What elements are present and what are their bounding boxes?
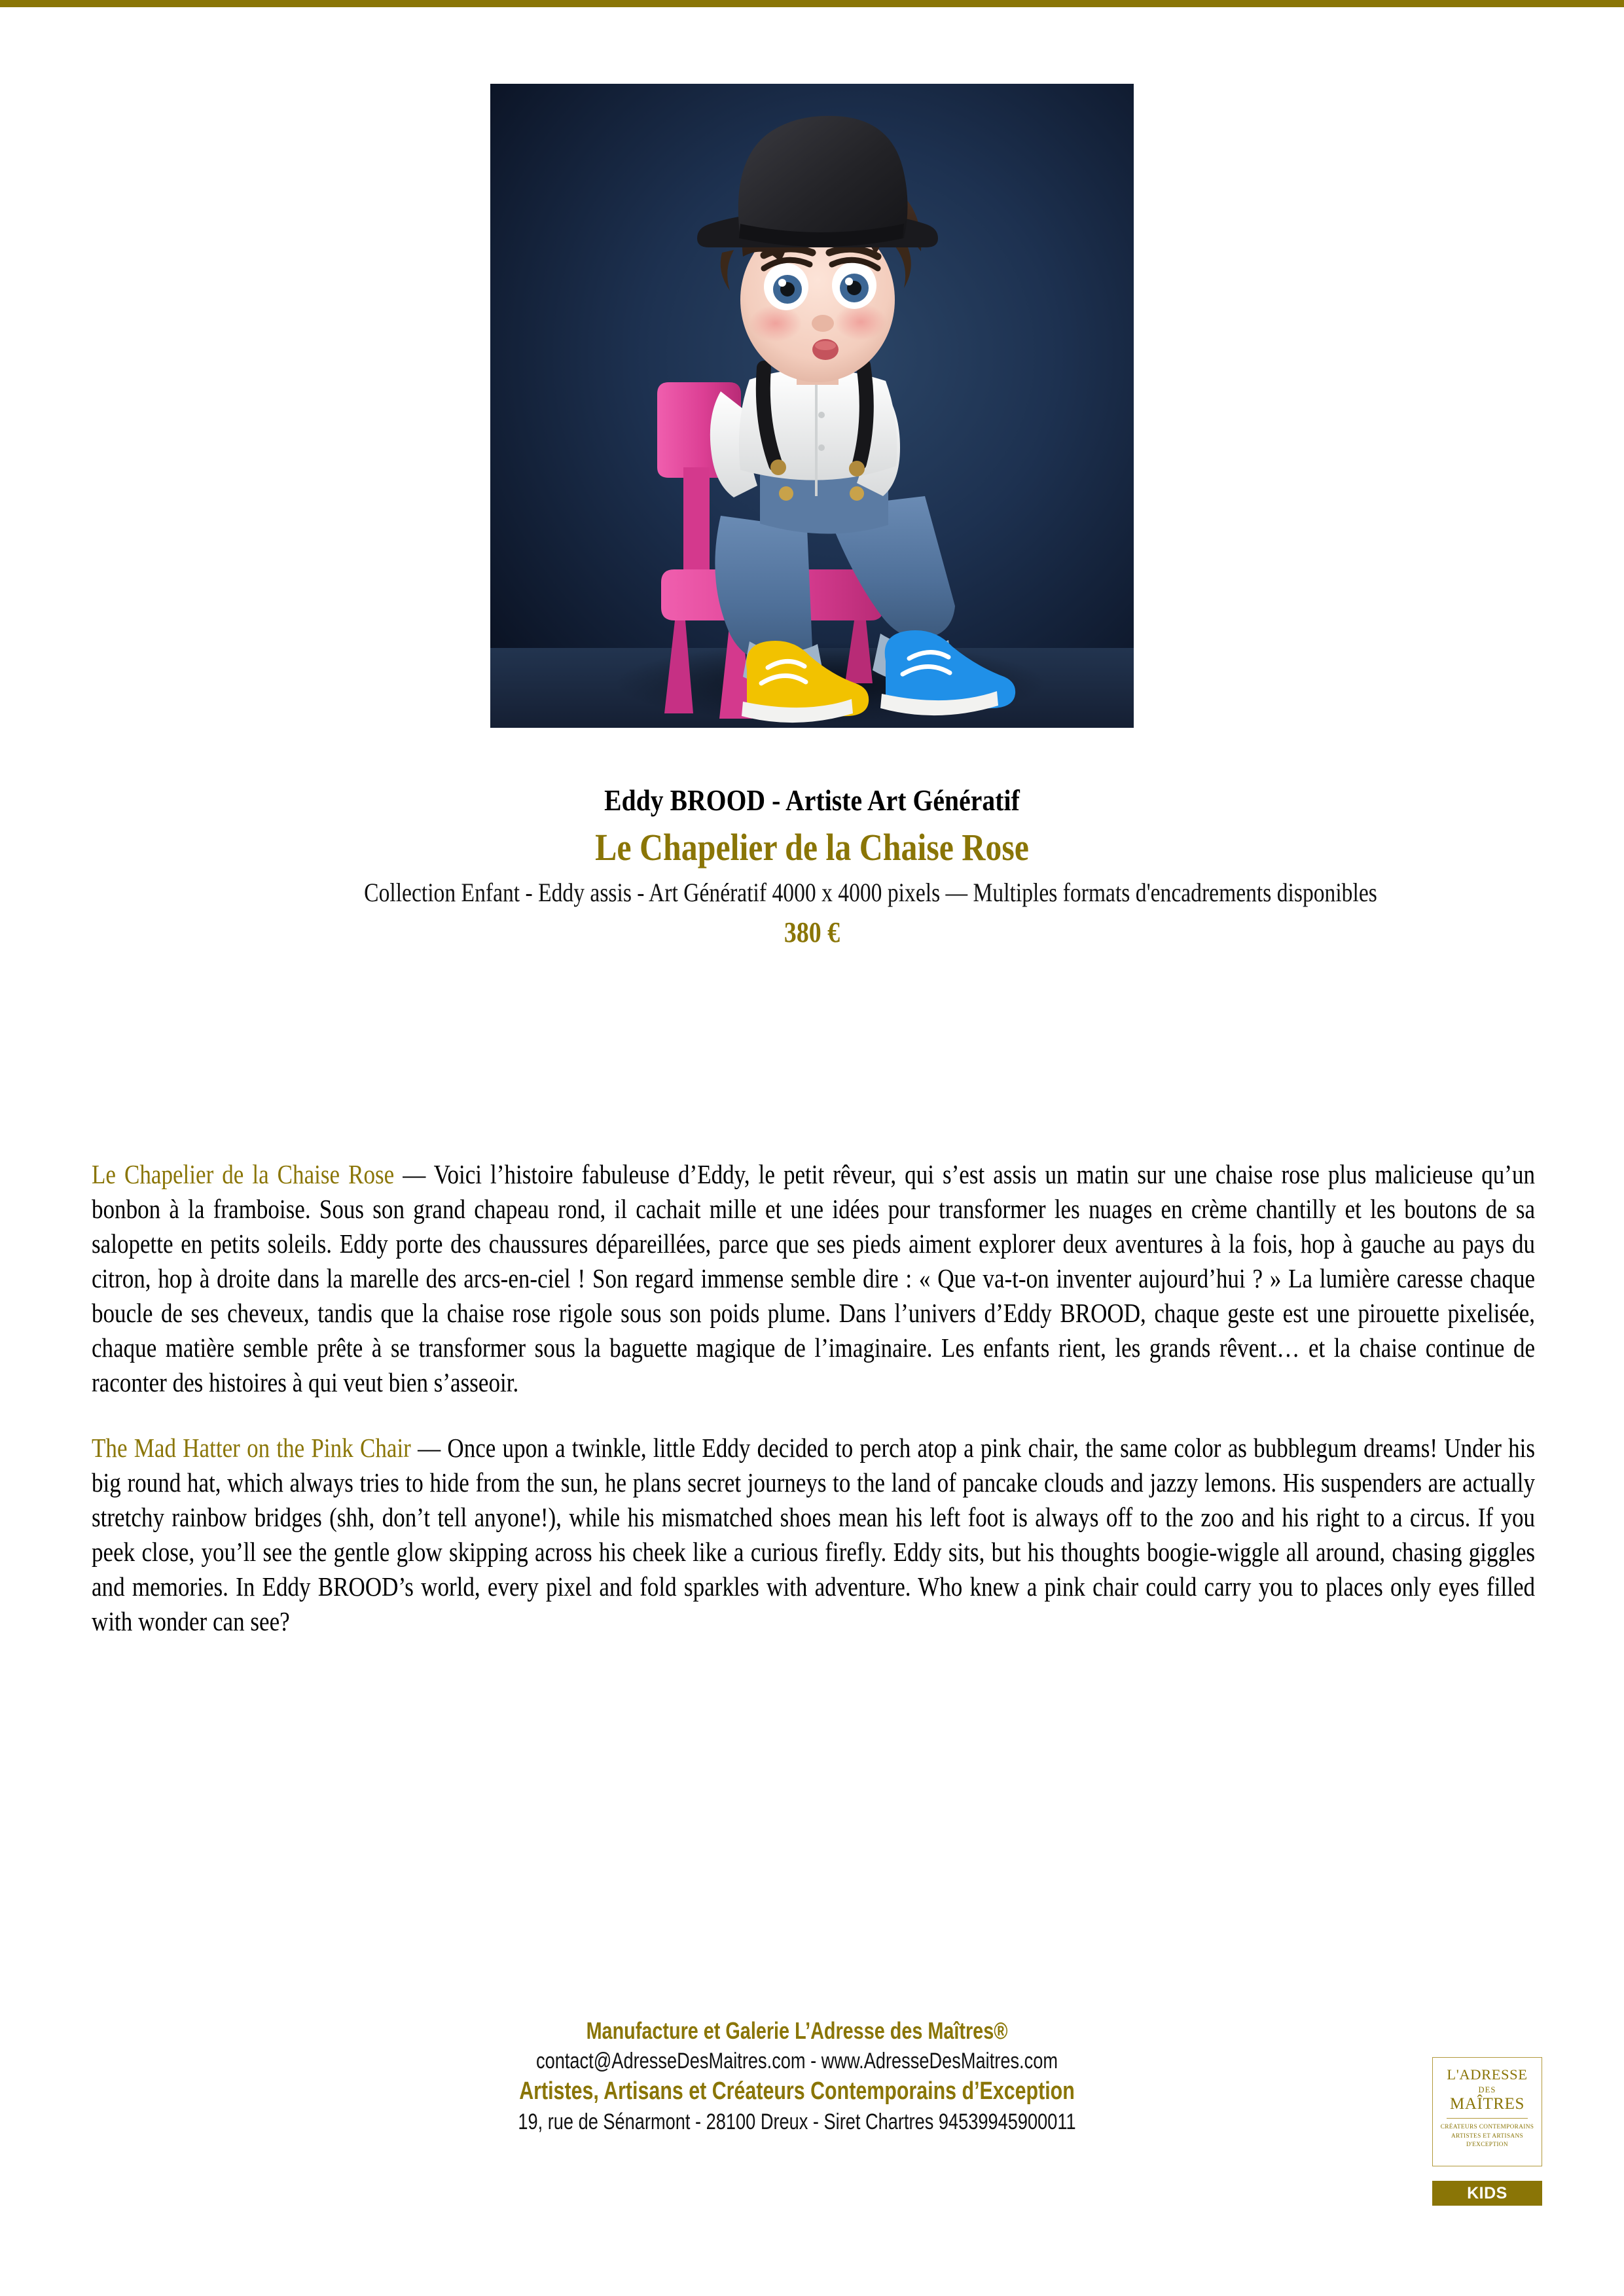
brand-subtitle-1: CRÉATEURS CONTEMPORAINS (1440, 2124, 1534, 2131)
title-block (157, 783, 1467, 950)
top-gold-rule (0, 0, 1624, 7)
kids-badge: KIDS (1432, 2181, 1542, 2206)
footer-company: Manufacture et Galerie L’Adresse des Maîtres® (586, 2017, 1008, 2044)
artist-name: Eddy BROOD - Artiste Art Génératif (604, 783, 1020, 817)
brand-line-3: MAÎTRES (1450, 2095, 1525, 2113)
work-description: Collection Enfant - Eddy assis - Art Génératif 4000 x 4000 pixels — Multiples formats d'encadrements disponibles (364, 878, 1377, 908)
price: 380 € (784, 916, 840, 949)
brand-divider (1447, 2118, 1528, 2119)
brand-subtitle-2: ARTISTES ET ARTISANS (1451, 2132, 1524, 2140)
brand-box (1432, 2057, 1542, 2166)
footer-tagline: Artistes, Artisans et Créateurs Contemporains d’Exception (519, 2077, 1075, 2105)
footer-address: 19, rue de Sénarmont - 28100 Dreux - Siret Chartres 94539945900011 (518, 2109, 1076, 2135)
brand-logo (1432, 2057, 1542, 2206)
artwork-illustration (490, 84, 1134, 728)
body-copy (92, 1157, 1535, 1639)
paragraph-en (92, 1431, 1535, 1639)
footer-contact[interactable]: contact@AdresseDesMaitres.com - www.AdresseDesMaitres.com (536, 2048, 1058, 2073)
brand-line-2: DES (1478, 2085, 1496, 2094)
brand-subtitle-3: D'EXCEPTION (1466, 2142, 1508, 2149)
paragraph-fr (92, 1157, 1535, 1400)
paragraph-en-text: — Once upon a twinkle, little Eddy decided to perch atop a pink chair, the same color as bubblegum dreams! Under his big round hat, which always tries to hide from the sun, he plans secret journeys to the land of pancake clouds and jazzy lemons. His suspenders are actually stretchy rainbow bridges (shh, don’t tell anyone!), while his mismatched shoes mean his left foot is always off to the zoo and his right to a circus. If you peek close, you’ll see the gentle glow skipping across his cheek like a curious firefly. Eddy sits, but his thoughts boogie-wiggle all around, chasing giggles and memories. In Eddy BROOD’s world, every pixel and fold sparkles with adventure. Who knew a pink chair could carry you to places only eyes filled with wonder can see? (92, 1433, 1536, 1636)
footer (157, 2016, 1437, 2137)
paragraph-en-lead: The Mad Hatter on the Pink Chair (92, 1433, 411, 1463)
page-title: Le Chapelier de la Chaise Rose (595, 826, 1029, 869)
paragraph-fr-text: — Voici l’histoire fabuleuse d’Eddy, le petit rêveur, qui s’est assis un matin sur une chaise rose plus malicieuse qu’un bonbon à la framboise. Sous son grand chapeau rond, il cachait mille et une idées pour transformer les nuages en crème chantilly et les boutons de sa salopette en petits soleils. Eddy porte des chaussures dépareillées, parce que ses pieds aiment explorer deux aventures à la fois, hop à gauche au pays du citron, hop à droite dans la marelle des arcs-en-ciel ! Son regard immense semble dire : « Que va-t-on inventer aujourd’hui ? » La lumière caresse chaque boucle de ses cheveux, tandis que la chaise rose rigole sous son poids plume. Dans l’univers d’Eddy BROOD, chaque geste est une pirouette pixelisée, chaque matière semble prête à se transformer sous la baguette magique de l’imaginaire. Les enfants rient, les grands rêvent… et la chaise continue de raconter des histoires à qui veut bien s’asseoir. (92, 1159, 1536, 1397)
paragraph-fr-lead: Le Chapelier de la Chaise Rose (92, 1159, 395, 1189)
artwork-image (490, 84, 1134, 728)
brand-line-1: L'ADRESSE (1447, 2066, 1528, 2083)
